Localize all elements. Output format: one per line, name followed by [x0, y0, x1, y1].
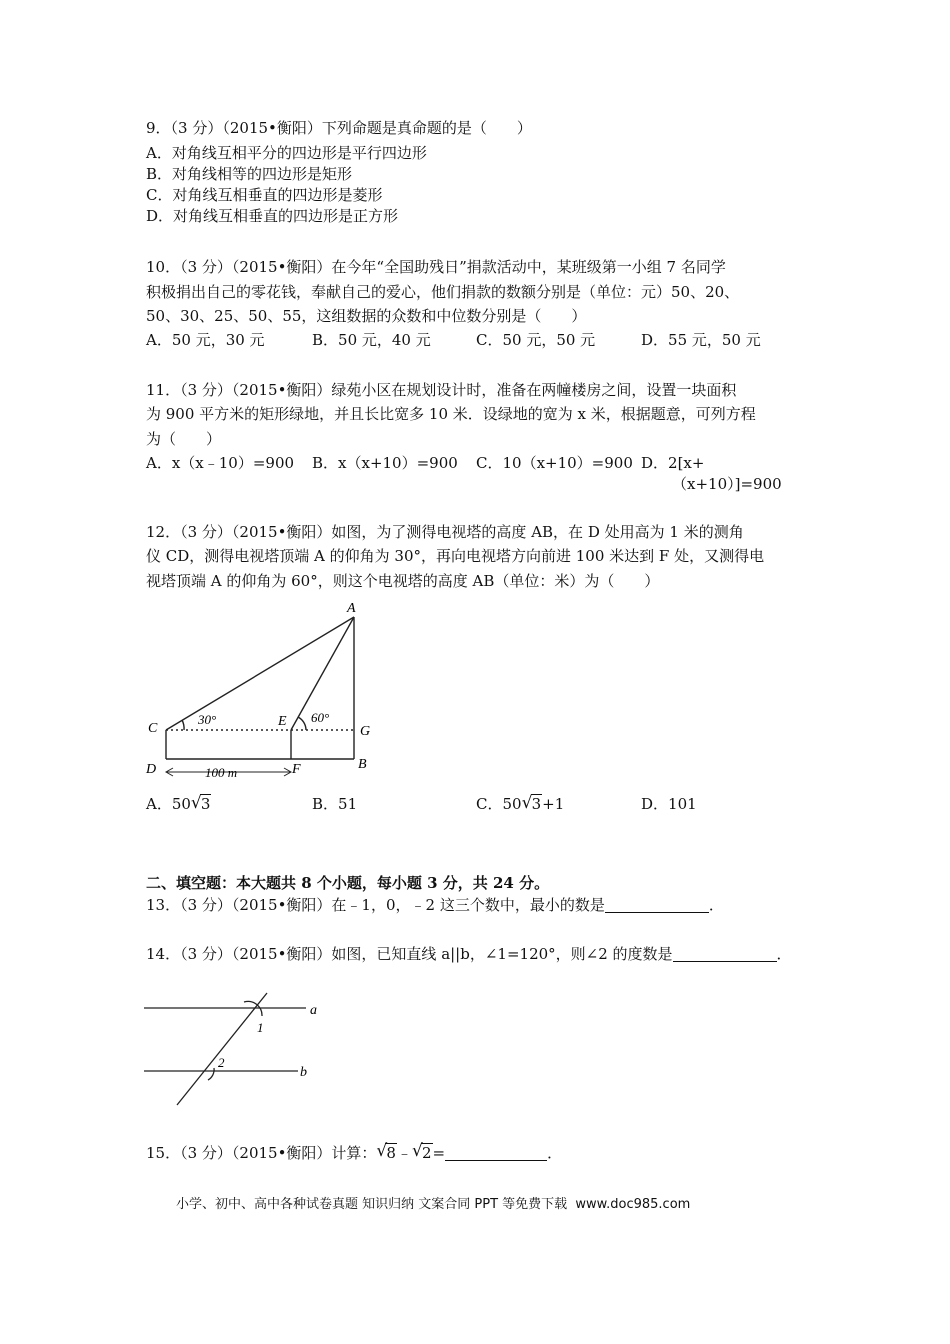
q12-option-a: [146, 793, 211, 814]
q11-line-1: 11．（3 分）（2015•衡阳）绿苑小区在规划设计时，准备在两幢楼房之间，设置一块面积: [146, 381, 737, 399]
label-distance: 100 m: [205, 765, 238, 780]
q11-option-b: B．x（x+10）=900: [312, 454, 458, 472]
q13-end: ．: [708, 896, 724, 914]
q15-minus: ﹣: [396, 1144, 412, 1162]
q12-option-b: B．51: [312, 795, 358, 813]
section-2-heading: 二、填空题：本大题共 8 个小题，每小题 3 分，共 24 分。: [146, 874, 550, 892]
q11-option-d-line-1: D．2[x+: [641, 454, 705, 472]
q10-option-a: A．50 元，30 元: [146, 331, 265, 349]
q13-answer-blank[interactable]: [605, 895, 709, 913]
transversal-line: [177, 993, 267, 1105]
angle-arc-c: [182, 720, 184, 730]
q12-line-3: 视塔顶端 A 的仰角为 60°，则这个电视塔的高度 AB（单位：米）为（ ）: [146, 572, 660, 590]
q11-option-c: C．10（x+10）=900: [476, 454, 633, 472]
footer-link[interactable]: www.doc985.com: [575, 1197, 691, 1212]
q11-option-d-line-2: （x+10）]=900: [672, 475, 782, 493]
q9-option-c: C．对角线互相垂直的四边形是菱形: [146, 186, 383, 204]
q10-option-c: C．50 元，50 元: [476, 331, 596, 349]
label-point-g: G: [360, 724, 371, 739]
q11-line-3: 为（ ）: [146, 430, 222, 448]
q14-figure-parallel-lines: [140, 990, 340, 1110]
label-angle-2: 2: [218, 1055, 225, 1070]
q9-option-a: A．对角线互相平分的四边形是平行四边形: [146, 144, 427, 162]
label-line-a: a: [310, 1003, 317, 1018]
label-point-a: A: [347, 601, 356, 616]
page-footer: [176, 1193, 690, 1212]
q15-equals: =: [432, 1144, 446, 1162]
angle-arc-2: [208, 1068, 214, 1080]
q12-option-a-radicand: 3: [200, 795, 211, 813]
q15-radicand-2: 2: [421, 1144, 432, 1162]
q12-option-a-prefix: A．50: [146, 795, 191, 813]
sqrt-symbol: √ 3: [521, 793, 542, 813]
sqrt-symbol: √ 2: [411, 1141, 432, 1162]
label-line-b: b: [300, 1065, 307, 1080]
q9-option-b: B．对角线相等的四边形是矩形: [146, 165, 353, 183]
q12-option-d: D．101: [641, 795, 697, 813]
q10-option-d: D．55 元，50 元: [641, 331, 761, 349]
label-point-f: F: [292, 762, 301, 777]
q12-option-c-suffix: +1: [542, 795, 565, 813]
q12-figure-tower-diagram: [140, 596, 380, 786]
question-15: [146, 1141, 562, 1166]
label-point-b: B: [358, 757, 367, 772]
label-point-d: D: [146, 762, 157, 777]
label-point-c: C: [148, 721, 158, 736]
q12-line-1: 12．（3 分）（2015•衡阳）如图，为了测得电视塔的高度 AB，在 D 处用高为 1 米的测角: [146, 523, 744, 541]
q15-prefix: 15．（3 分）（2015•衡阳）计算：: [146, 1144, 377, 1162]
q11-option-a: A．x（x﹣10）=900: [146, 454, 295, 472]
question-14: [146, 942, 792, 967]
angle-arc-e: [298, 717, 306, 730]
sqrt-symbol: √ 8: [376, 1141, 396, 1162]
label-angle-1: 1: [257, 1020, 264, 1035]
q9-option-d: D．对角线互相垂直的四边形是正方形: [146, 207, 399, 225]
q14-stem: 14．（3 分）（2015•衡阳）如图，已知直线 a||b，∠1=120°，则∠2 的度数是: [146, 945, 673, 963]
q15-radicand-1: 8: [386, 1144, 396, 1162]
q10-line-3: 50、30、25、50、55，这组数据的众数和中位数分别是（ ）: [146, 307, 587, 325]
question-13: [146, 893, 724, 918]
q12-option-c-radicand: 3: [531, 795, 542, 813]
q12-option-c-prefix: C．50: [476, 795, 522, 813]
label-angle-c: 30°: [198, 712, 217, 727]
q12-line-2: 仪 CD，测得电视塔顶端 A 的仰角为 30°，再向电视塔方向前进 100 米达到 F 处，又测得电: [146, 547, 765, 565]
q9-stem: 9．（3 分）（2015•衡阳）下列命题是真命题的是（ ）: [146, 119, 532, 137]
label-angle-e: 60°: [311, 710, 330, 725]
q10-line-1: 10．（3 分）（2015•衡阳）在今年“全国助残日”捐款活动中，某班级第一小组 7 名同学: [146, 258, 726, 276]
q13-stem: 13．（3 分）（2015•衡阳）在﹣1，0，﹣2 这三个数中，最小的数是: [146, 896, 605, 914]
q11-line-2: 为 900 平方米的矩形绿地，并且长比宽多 10 米．设绿地的宽为 x 米，根据题意，可列方程: [146, 405, 756, 423]
q14-answer-blank[interactable]: [673, 944, 777, 962]
footer-text: 小学、初中、高中各种试卷真题 知识归纳 文案合同 PPT 等免费下载: [176, 1197, 568, 1212]
q15-answer-blank[interactable]: [445, 1143, 547, 1161]
q14-end: ．: [776, 945, 792, 963]
sqrt-symbol: √ 3: [190, 793, 211, 813]
label-point-e: E: [278, 714, 287, 729]
q12-option-c: [476, 793, 564, 814]
q15-end: ．: [547, 1144, 563, 1162]
q10-line-2: 积极捐出自己的零花钱，奉献自己的爱心，他们捐款的数额分别是（单位：元）50、20、: [146, 283, 740, 301]
q10-option-b: B．50 元，40 元: [312, 331, 431, 349]
